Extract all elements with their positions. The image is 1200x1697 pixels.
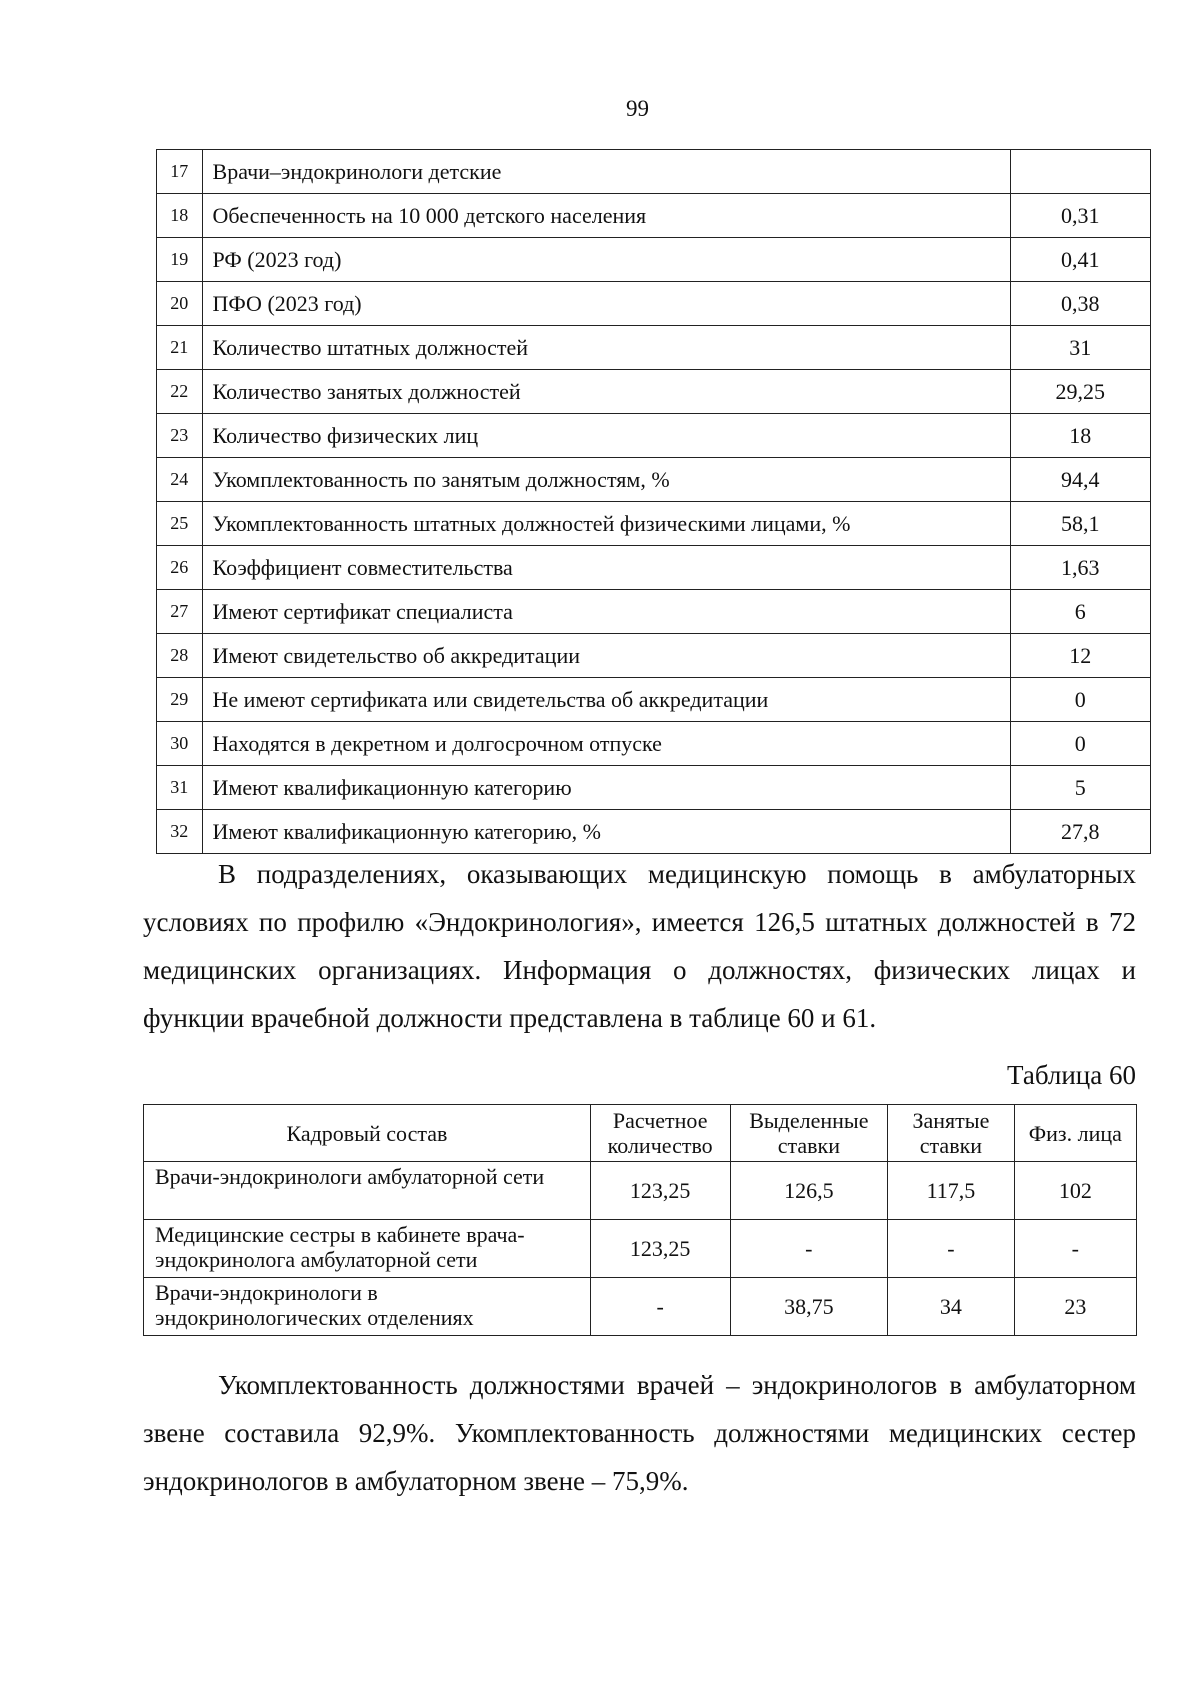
occupied-cell: - — [888, 1220, 1015, 1278]
table-header-row — [144, 1105, 1137, 1162]
row-number: 18 — [157, 194, 203, 238]
header-occupied: Занятые ставки — [888, 1105, 1015, 1162]
row-value: 5 — [1010, 766, 1150, 810]
row-value: 94,4 — [1010, 458, 1150, 502]
row-label: Врачи–эндокринологи детские — [202, 150, 1010, 194]
row-value: 1,63 — [1010, 546, 1150, 590]
calculated-cell: - — [590, 1278, 730, 1336]
staff-cell: Врачи-эндокринологи амбулаторной сети — [144, 1162, 591, 1220]
table-row — [157, 722, 1151, 766]
row-value: 18 — [1010, 414, 1150, 458]
row-number: 21 — [157, 326, 203, 370]
occupied-cell: 117,5 — [888, 1162, 1015, 1220]
row-value — [1010, 150, 1150, 194]
row-value: 58,1 — [1010, 502, 1150, 546]
row-label: Имеют квалификационную категорию — [202, 766, 1010, 810]
row-number: 26 — [157, 546, 203, 590]
row-number: 31 — [157, 766, 203, 810]
row-number: 25 — [157, 502, 203, 546]
table-row — [157, 546, 1151, 590]
row-value: 0 — [1010, 678, 1150, 722]
body-paragraph-outpatient-staffing: В подразделениях, оказывающих медицинскую помощь в амбулаторных условиях по профилю «Эндокринология», имеется 126,5 штатных должностей в 72 медицинских организациях. Информация о должностях, физических лицах и функции врачебной должности представлена в таблице 60 и 61. — [143, 859, 1136, 1033]
row-value: 31 — [1010, 326, 1150, 370]
page-number: 99 — [626, 96, 649, 121]
header-persons: Физ. лица — [1014, 1105, 1136, 1162]
row-number: 20 — [157, 282, 203, 326]
row-label: Укомплектованность по занятым должностям, % — [202, 458, 1010, 502]
row-value: 12 — [1010, 634, 1150, 678]
table-row — [144, 1278, 1137, 1336]
row-label: Не имеют сертификата или свидетельства об аккредитации — [202, 678, 1010, 722]
occupied-cell: 34 — [888, 1278, 1015, 1336]
staff-cell: Врачи-эндокринологи в эндокринологических отделениях — [144, 1278, 591, 1336]
row-label: Имеют сертификат специалиста — [202, 590, 1010, 634]
row-label: Количество занятых должностей — [202, 370, 1010, 414]
row-number: 27 — [157, 590, 203, 634]
row-label: Обеспеченность на 10 000 детского населения — [202, 194, 1010, 238]
row-label: ПФО (2023 год) — [202, 282, 1010, 326]
calculated-cell: 123,25 — [590, 1220, 730, 1278]
persons-cell: 23 — [1014, 1278, 1136, 1336]
row-number: 32 — [157, 810, 203, 854]
allocated-cell: 126,5 — [730, 1162, 888, 1220]
staffing-table-60 — [143, 1104, 1137, 1336]
row-number: 24 — [157, 458, 203, 502]
table-caption: Таблица 60 — [1007, 1060, 1136, 1090]
allocated-cell: - — [730, 1220, 888, 1278]
table-row — [157, 766, 1151, 810]
row-number: 29 — [157, 678, 203, 722]
row-value: 0,41 — [1010, 238, 1150, 282]
table-row — [144, 1220, 1137, 1278]
row-value: 6 — [1010, 590, 1150, 634]
table-row — [157, 502, 1151, 546]
table-row — [157, 370, 1151, 414]
row-value: 27,8 — [1010, 810, 1150, 854]
staff-cell: Медицинские сестры в кабинете врача-эндокринолога амбулаторной сети — [144, 1220, 591, 1278]
table-row — [157, 150, 1151, 194]
row-number: 30 — [157, 722, 203, 766]
row-label: Коэффициент совместительства — [202, 546, 1010, 590]
row-value: 29,25 — [1010, 370, 1150, 414]
table-row — [157, 194, 1151, 238]
table-row — [157, 590, 1151, 634]
header-calculated: Расчетное количество — [590, 1105, 730, 1162]
row-number: 17 — [157, 150, 203, 194]
body-paragraph-staffing-rates: Укомплектованность должностями врачей – эндокринологов в амбулаторном звене составила 92,9%. Укомплектованность должностями медицинских сестер эндокринологов в амбулаторном звене – 75,9%. — [143, 1370, 1136, 1496]
table-row — [157, 238, 1151, 282]
table-row — [157, 458, 1151, 502]
staffing-table-pediatric — [156, 149, 1151, 854]
table-row — [157, 810, 1151, 854]
row-value: 0 — [1010, 722, 1150, 766]
row-number: 22 — [157, 370, 203, 414]
row-label: Имеют свидетельство об аккредитации — [202, 634, 1010, 678]
table-row — [157, 634, 1151, 678]
row-label: Количество физических лиц — [202, 414, 1010, 458]
calculated-cell: 123,25 — [590, 1162, 730, 1220]
row-label: РФ (2023 год) — [202, 238, 1010, 282]
row-number: 23 — [157, 414, 203, 458]
row-value: 0,38 — [1010, 282, 1150, 326]
row-label: Находятся в декретном и долгосрочном отпуске — [202, 722, 1010, 766]
table-row — [157, 282, 1151, 326]
table-row — [157, 326, 1151, 370]
header-allocated: Выделенные ставки — [730, 1105, 888, 1162]
table-row — [144, 1162, 1137, 1220]
row-label: Укомплектованность штатных должностей физическими лицами, % — [202, 502, 1010, 546]
row-value: 0,31 — [1010, 194, 1150, 238]
persons-cell: - — [1014, 1220, 1136, 1278]
persons-cell: 102 — [1014, 1162, 1136, 1220]
table-row — [157, 414, 1151, 458]
row-number: 28 — [157, 634, 203, 678]
allocated-cell: 38,75 — [730, 1278, 888, 1336]
row-label: Имеют квалификационную категорию, % — [202, 810, 1010, 854]
table-row — [157, 678, 1151, 722]
row-label: Количество штатных должностей — [202, 326, 1010, 370]
row-number: 19 — [157, 238, 203, 282]
header-staff: Кадровый состав — [144, 1105, 591, 1162]
